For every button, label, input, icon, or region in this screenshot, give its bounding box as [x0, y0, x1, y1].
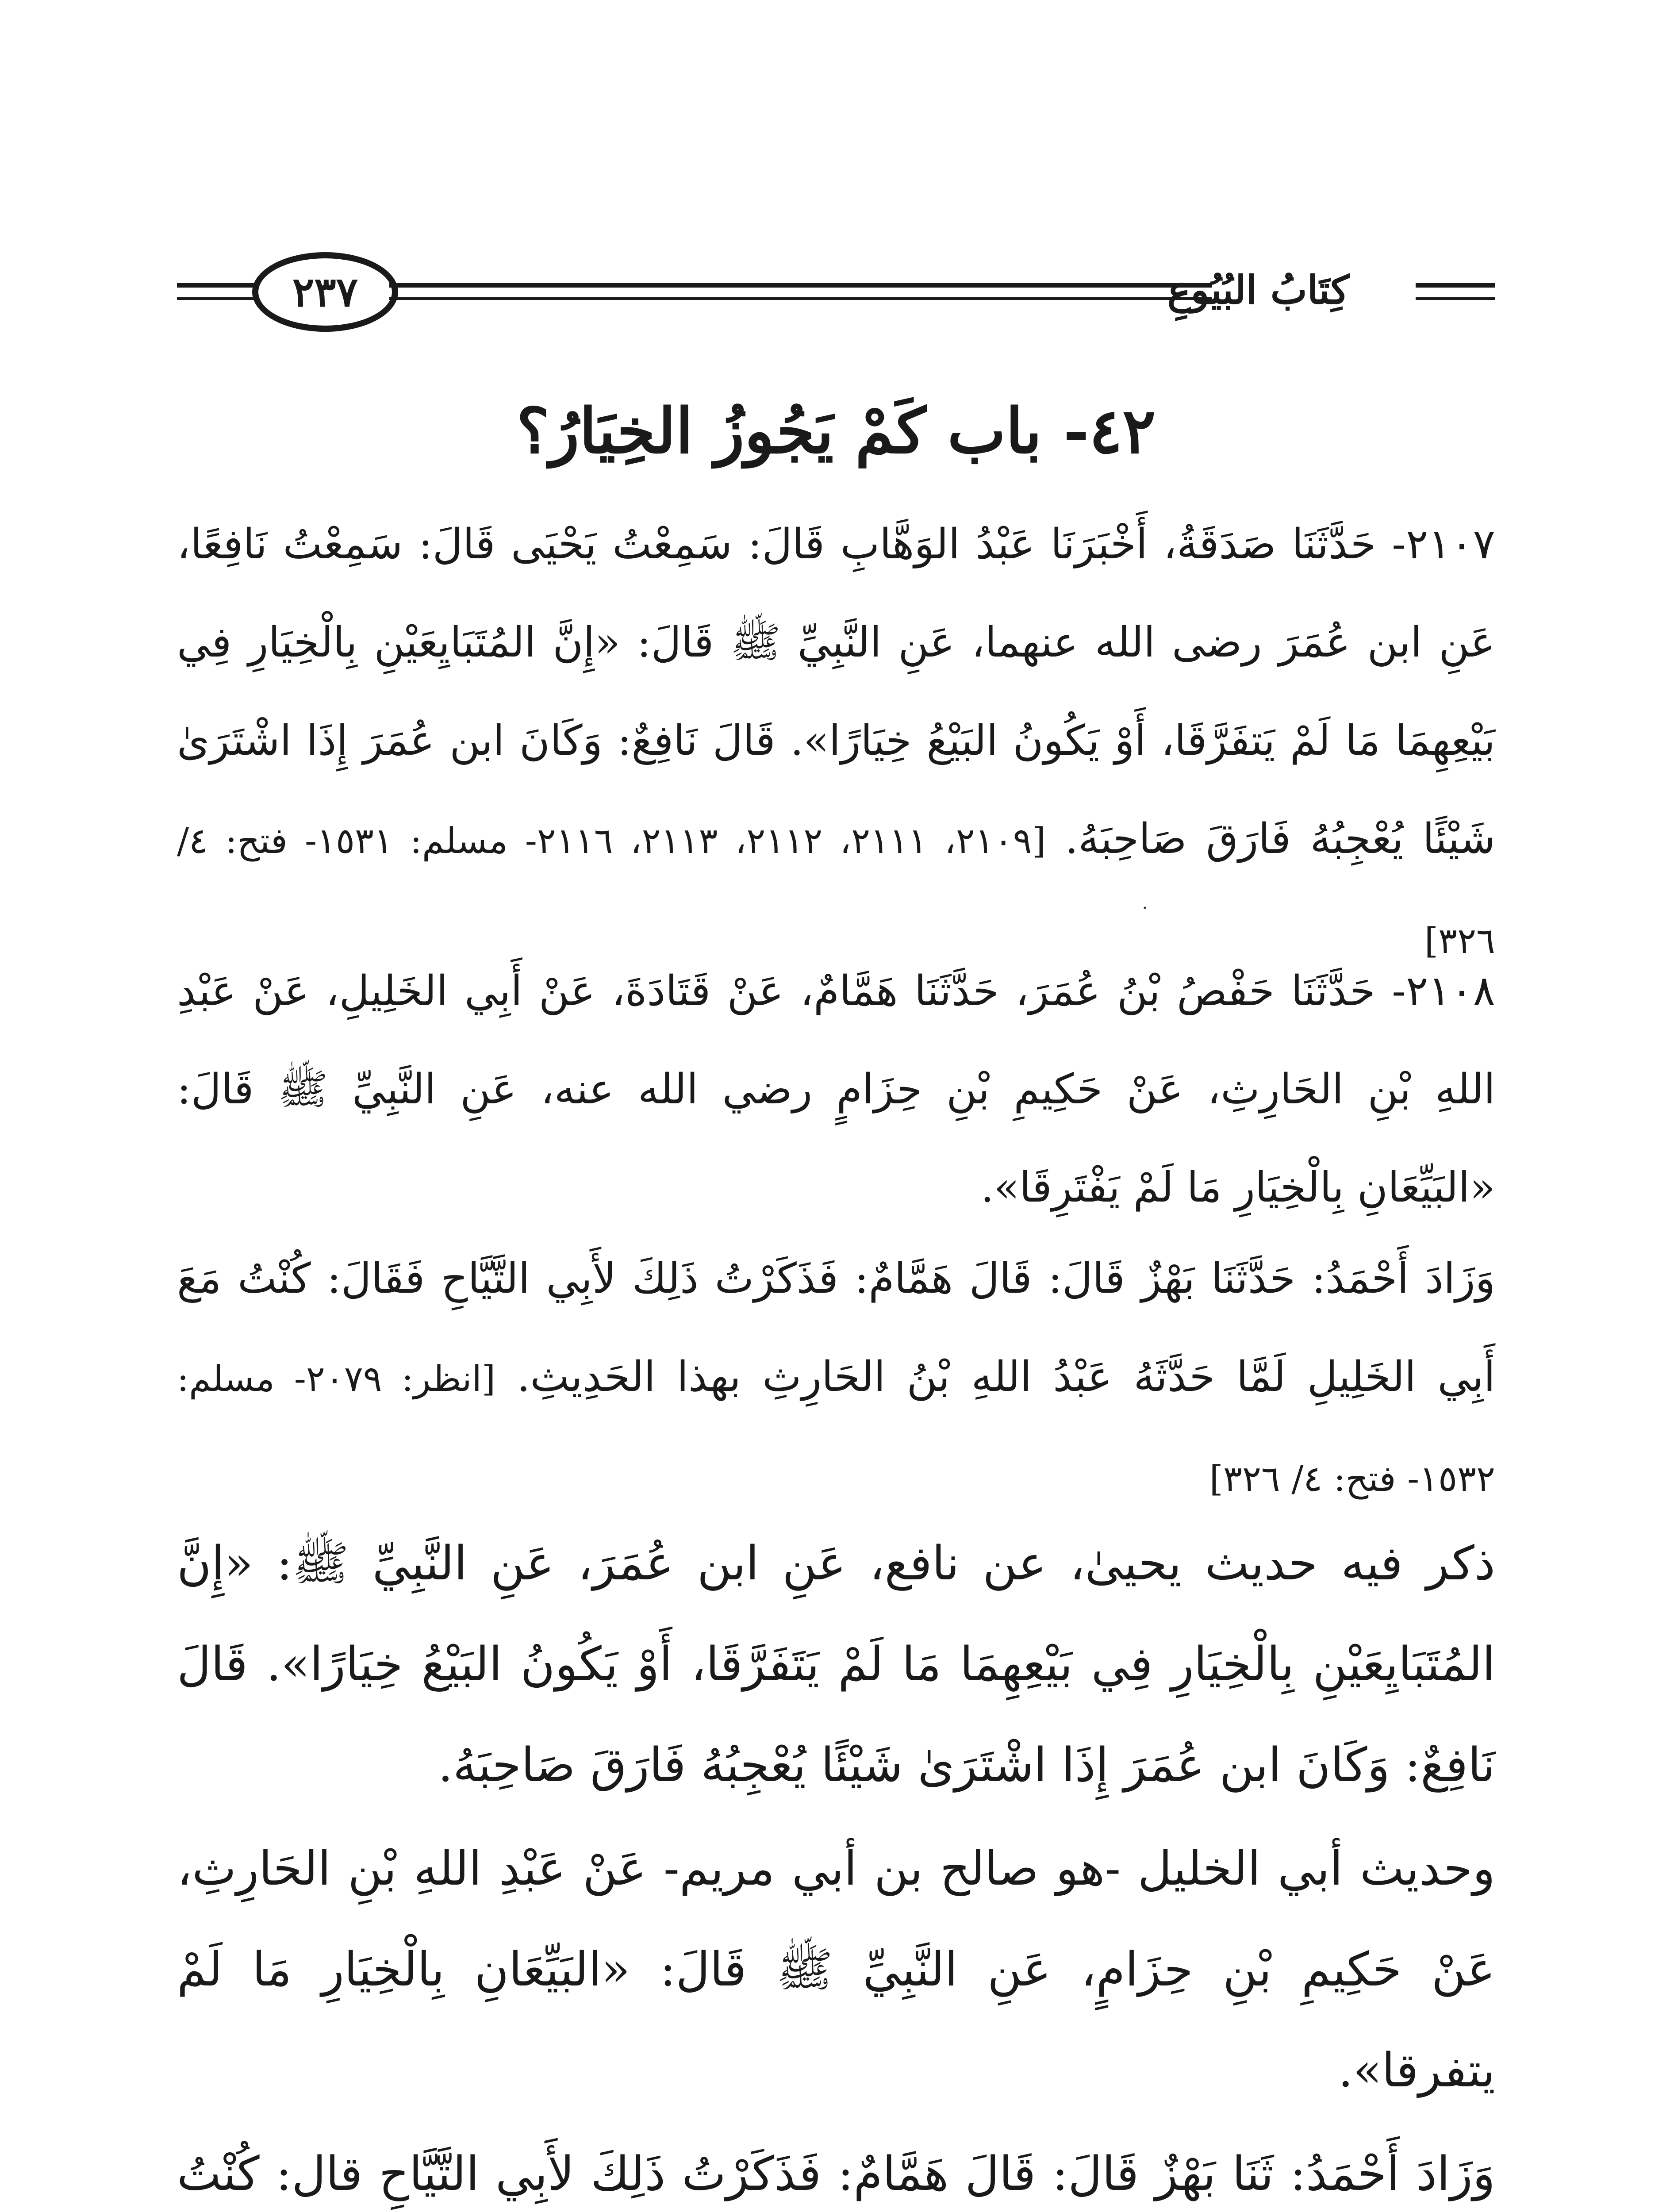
separator-dot: ·	[1142, 898, 1148, 918]
header-rule-right-lower	[1416, 297, 1495, 300]
header-rule-left	[177, 283, 261, 288]
chapter-title: ٤٢- باب كَمْ يَجُوزُ الخِيَارُ؟	[516, 395, 1156, 468]
book-title: كِتَابُ البُيُوعِ	[1167, 267, 1349, 313]
hadith-2107	[177, 495, 1495, 990]
commentary-paragraph: ذكر فيه حديث يحيىٰ، عن نافع، عَنِ ابن عُمَرَ، عَنِ النَّبِيِّ ﷺ: «إِنَّ المُتَبَايِعَيْنِ بِالْخِيَارِ فِي بَيْعِهِمَا مَا لَمْ يَتَفَرَّقَا، أَوْ يَكُونُ البَيْعُ خِيَارًا». قَالَ نَافِعٌ: وَكَانَ ابن عُمَرَ إِذَا اشْتَرَىٰ شَيْئًا يُعْجِبُهُ فَارَقَ صَاحِبَهُ.	[177, 1536, 1495, 1792]
hadith-addition	[177, 1230, 1495, 1528]
commentary-paragraph: وحديث أبي الخليل -هو صالح بن أبي مريم- عَنْ عَبْدِ اللهِ بْنِ الحَارِثِ، عَنْ حَكِيمِ بْنِ حِزَامٍ، عَنِ النَّبِيِّ ﷺ قَالَ: «البَيِّعَانِ بِالْخِيَارِ مَا لَمْ يتفرقا».	[177, 1841, 1495, 2097]
page-number: ٢٣٧	[252, 252, 398, 332]
running-header	[177, 252, 1495, 336]
commentary-paragraph: وَزَادَ أَحْمَدُ: ثَنَا بَهْزٌ قَالَ: قَالَ هَمَّامٌ: فَذَكَرْتُ ذَلِكَ لأَبِي التَّيَّاحِ قال: كُنْتُ	[177, 2147, 1495, 2201]
hadith-2108	[177, 942, 1495, 1237]
hadith-text: ٢١٠٨- حَدَّثَنَا حَفْصُ بْنُ عُمَرَ، حَدَّثَنَا هَمَّامٌ، عَنْ قَتَادَةَ، عَنْ أَبِي الخَلِيلِ، عَنْ عَبْدِ اللهِ بْنِ الحَارِثِ، عَنْ حَكِيمِ بْنِ حِزَامٍ رضي الله عنه، عَنِ النَّبِيِّ ﷺ قَالَ: «البَيِّعَانِ بِالْخِيَارِ مَا لَمْ يَفْتَرِقَا».	[177, 967, 1495, 1212]
header-rule-right	[1416, 283, 1495, 288]
header-rule-middle-lower	[389, 297, 1212, 300]
hadith-text: وَزَادَ أَحْمَدُ: حَدَّثَنَا بَهْزٌ قَالَ: قَالَ هَمَّامٌ: فَذَكَرْتُ ذَلِكَ لأَبِي التَّيَّاحِ فَقَالَ: كُنْتُ مَعَ أَبِي الخَلِيلِ لَمَّا حَدَّثَهُ عَبْدُ اللهِ بْنُ الحَارِثِ بهذا الحَدِيثِ.	[177, 1255, 1495, 1401]
hadith-source: [٢١٠٩، ٢١١١، ٢١١٢، ٢١١٣، ٢١١٦- مسلم: ١٥٣١- فتح: ٤/ ٣٢٦]	[177, 820, 1495, 961]
header-rule-middle	[389, 283, 1212, 288]
hadith-source: [انظر: ٢٠٧٩- مسلم: ١٥٣٢- فتح: ٤/ ٣٢٦]	[177, 1358, 1495, 1499]
header-rule-left-lower	[177, 297, 261, 300]
hadith-text: ٢١٠٧- حَدَّثَنَا صَدَقَةُ، أَخْبَرَنَا عَبْدُ الوَهَّابِ قَالَ: سَمِعْتُ يَحْيَى قَالَ: سَمِعْتُ نَافِعًا، عَنِ ابن عُمَرَ رضى الله عنهما، عَنِ النَّبِيِّ ﷺ قَالَ: «إِنَّ المُتَبَايِعَيْنِ بِالْخِيَارِ فِي بَيْعِهِمَا مَا لَمْ يَتفَرَّقَا، أَوْ يَكُونُ البَيْعُ خِيَارًا». قَالَ نَافِعٌ: وَكَانَ ابن عُمَرَ إِذَا اشْتَرَىٰ شَيْئًا يُعْجِبُهُ فَارَقَ صَاحِبَهُ.	[177, 520, 1496, 863]
